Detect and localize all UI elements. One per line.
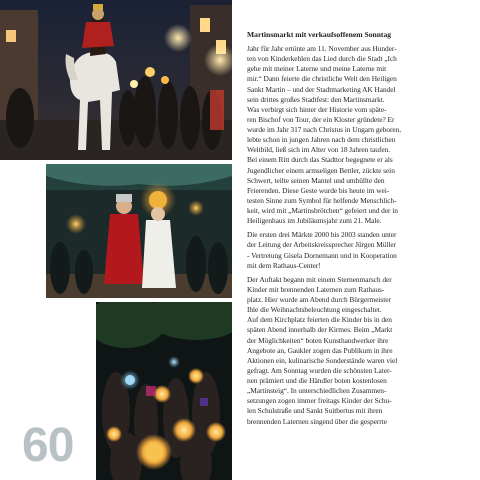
text-line: Der Auftakt begann mit einem Sternenmarsch der xyxy=(247,274,392,284)
text-line: Ihle die Weihnachtsbeleuchtung eingeschaltet. xyxy=(247,305,382,315)
text-line: Heiligenhaus im Jubiläumsjahr zum 21. Male. xyxy=(247,216,382,226)
photo-lantern-procession xyxy=(96,302,232,480)
text-line: Jahr für Jahr ertönte am 11. November aus Hunder- xyxy=(247,44,397,53)
text-line: lebte schon in jungen Jahren nach dem christlichen xyxy=(247,135,396,145)
text-line: späten Abend innerhalb der Kirmes. Beim „Markt xyxy=(247,325,393,335)
article-paragraph xyxy=(247,230,469,271)
text-line: Sankt Martin – und der Stadtmarketing AK Handel xyxy=(247,84,396,94)
text-line: setzungen zogen immer freitags Kinder der Schu- xyxy=(247,396,392,406)
text-line: Die ersten drei Märkte 2000 bis 2003 standen unter xyxy=(247,230,397,240)
text-line: ten von Kinderkehlen das Lied durch die Stadt „Ich xyxy=(247,54,397,64)
text-line: Frierenden. Diese Geste wurde bis heute im wei- xyxy=(247,185,390,195)
text-line: Weltbild, ließ sich im Alter von 18 Jahren taufen. xyxy=(247,145,391,155)
text-line: keit, wird mit „Martinsbrötchen“ gefeiert und der in xyxy=(247,206,398,215)
text-line: Aktionen ein, kulinarische Sonderstände waren viel xyxy=(247,355,398,365)
article-paragraph xyxy=(247,275,469,427)
text-line: wurde im Jahr 317 nach Christus in Ungarn geboren, xyxy=(247,125,402,134)
article-paragraph xyxy=(247,44,469,226)
text-line: brennenden Laternen singend über die gesperrte xyxy=(247,416,387,426)
text-line: Jugendlicher einem armseligen Bettler, zückte sein xyxy=(247,165,395,175)
article-headline: Martinsmarkt mit verkaufsoffenem Sonntag xyxy=(247,30,392,39)
text-line: der Leitung der Arbeitskreissprecher Jürgen Müller xyxy=(247,240,397,250)
text-line: Kinder mit brennenden Laternen zum Rathaus- xyxy=(247,284,385,294)
text-line: der Möglichkeiten“ boten Kunsthandwerker ihre xyxy=(247,335,389,345)
article-body xyxy=(247,44,469,427)
text-line: - Vertretung Gisela Dornemann und in Kooperation xyxy=(247,250,397,260)
text-line: platz. Hier wurde am Abend durch Bürgermeister xyxy=(247,295,391,304)
text-line: „Martinsteig“. In unterschiedlichen Zusammen- xyxy=(247,386,387,396)
text-line: ren Bischof von Tour, der ein Kloster gründete? Er xyxy=(247,114,395,124)
text-line: sein drittes großes Stadtfest: den Martinsmarkt. xyxy=(247,94,385,104)
text-line: Bei einem Ritt durch das Stadttor begegnete er als xyxy=(247,155,393,165)
article xyxy=(247,30,469,427)
text-line: gefragt. Am Sonntag wurden die schönsten Later- xyxy=(247,365,392,375)
text-line: Angebote an, Gaukler zogen das Publikum in ihre xyxy=(247,345,393,355)
text-line: len Schulstraße und Sankt Suitbertus mit ihren xyxy=(247,406,383,416)
text-line: Schwert, teilte seinen Mantel und umhüllte den xyxy=(247,175,385,185)
text-line: nen prämiert und die Händler boten kostenlosen xyxy=(247,376,387,385)
text-line: mit dem Rathaus-Center! xyxy=(247,260,321,270)
page-number: 60 xyxy=(22,419,74,472)
text-line: Auf dem Kirchplatz feierten die Kinder bis in den xyxy=(247,315,392,325)
text-line: gehe mit meiner Laterne und meine Laterne mit xyxy=(247,64,387,74)
text-line: testen Sinne zum Symbol für helfende Menschlich- xyxy=(247,195,397,205)
text-line: Was verbirgt sich hinter der Historie vom späte- xyxy=(247,104,387,114)
photo-martin-and-angel xyxy=(46,164,232,298)
photo-st-martin-on-horse xyxy=(0,0,232,160)
text-line: mir.“ Dann feierte die christliche Welt den Heiligen xyxy=(247,74,397,84)
